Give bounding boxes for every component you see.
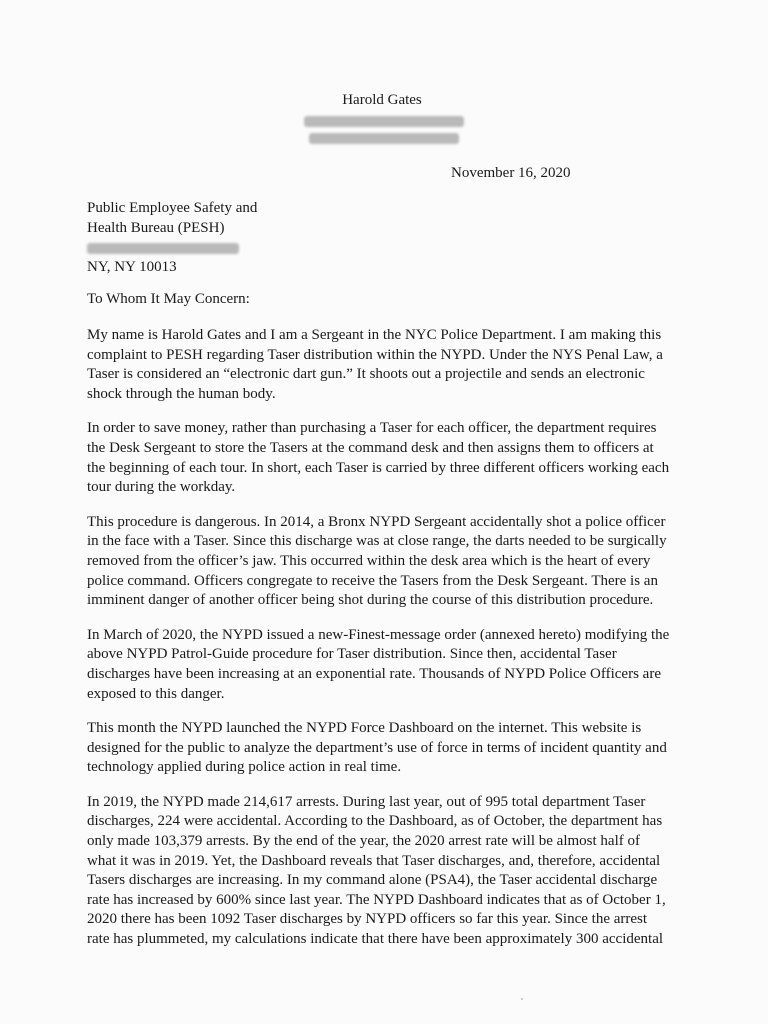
paragraph-line: the Desk Sergeant to store the Tasers at the command desk and then assigns them to officers at <box>87 439 654 456</box>
recipient-line-2: Health Bureau (PESH) <box>87 219 225 236</box>
paragraph-line: Taser is considered an “electronic dart gun.” It shoots out a projectile and sends an electronic <box>87 366 645 383</box>
letter-date: November 16, 2020 <box>451 165 571 181</box>
body-paragraph <box>87 419 687 497</box>
paragraph-line: exposed to this danger. <box>87 685 225 702</box>
sender-name: Harold Gates <box>342 92 422 108</box>
paragraph-line: My name is Harold Gates and I am a Sergeant in the NYC Police Department. I am making this <box>87 327 662 343</box>
paragraph-line: In March of 2020, the NYPD issued a new-Finest-message order (annexed hereto) modifying the <box>87 626 670 643</box>
paragraph-line: discharges, 224 were accidental. According to the Dashboard, as of October, the department has <box>87 813 663 830</box>
paragraph-line: designed for the public to analyze the department’s use of force in terms of incident quantity and <box>87 739 667 756</box>
sender-block <box>0 90 768 144</box>
paragraph-line: in the face with a Taser. Since this discharge was at close range, the darts needed to be surgically <box>87 533 667 550</box>
paragraph-line: the beginning of each tour. In short, each Taser is carried by three different officers working each <box>87 459 670 476</box>
paragraph-line: removed from the officer’s jaw. This occurred within the desk area which is the heart of every <box>87 552 651 569</box>
salutation: To Whom It May Concern: <box>87 291 250 307</box>
paragraph-line: above NYPD Patrol-Guide procedure for Taser distribution. Since then, accidental Taser <box>87 646 617 663</box>
body-paragraph <box>87 513 687 611</box>
paragraph-line: Tasers discharges are increasing. In my command alone (PSA4), the Taser accidental discharge <box>87 872 658 889</box>
paragraph-line: only made 103,379 arrests. By the end of the year, the 2020 arrest rate will be almost half of <box>87 833 640 850</box>
paragraph-line: tour during the workday. <box>87 479 236 496</box>
body-paragraph <box>87 326 687 404</box>
redacted-sender-street <box>304 116 464 127</box>
paragraph-line: This month the NYPD launched the NYPD Force Dashboard on the internet. This website is <box>87 720 642 737</box>
paragraph-line: 2020 there has been 1092 Taser discharges by NYPD officers so far this year. Since the arrest <box>87 911 648 928</box>
recipient-city-line: NY, NY 10013 <box>87 259 177 276</box>
paragraph-line: rate has increased by 600% since last year. The NYPD Dashboard indicates that as of October 1, <box>87 891 666 908</box>
redacted-sender-city <box>309 133 459 144</box>
paragraph-line: imminent danger of another officer being shot during the course of this distribution procedure. <box>87 592 654 609</box>
scan-speck <box>521 998 523 1000</box>
recipient-block <box>87 199 257 278</box>
paragraph-line: police command. Officers congregate to receive the Tasers from the Desk Sergeant. There is an <box>87 572 658 589</box>
paragraph-line: shock through the human body. <box>87 385 276 402</box>
paragraph-line: what it was in 2019. Yet, the Dashboard reveals that Taser discharges, and, therefore, accidental <box>87 852 661 869</box>
recipient-line-1: Public Employee Safety and <box>87 200 258 216</box>
body-paragraph <box>87 793 687 950</box>
paragraph-line: technology applied during police action in real time. <box>87 759 402 776</box>
paragraph-line: discharges have been increasing at an exponential rate. Thousands of NYPD Police Officers are <box>87 665 661 682</box>
body-paragraph <box>87 626 687 704</box>
paragraph-line: rate has plummeted, my calculations indicate that there have been approximately 300 accidental <box>87 931 664 948</box>
paragraph-line: In order to save money, rather than purchasing a Taser for each officer, the department requires <box>87 420 657 437</box>
paragraph-line: This procedure is dangerous. In 2014, a Bronx NYPD Sergeant accidentally shot a police officer <box>87 513 666 530</box>
redacted-recipient-street <box>87 243 239 254</box>
letter-body <box>87 326 687 965</box>
paragraph-line: complaint to PESH regarding Taser distribution within the NYPD. Under the NYS Penal Law, a <box>87 346 663 363</box>
body-paragraph <box>87 719 687 778</box>
paragraph-line: In 2019, the NYPD made 214,617 arrests. During last year, out of 995 total department Taser <box>87 793 646 810</box>
